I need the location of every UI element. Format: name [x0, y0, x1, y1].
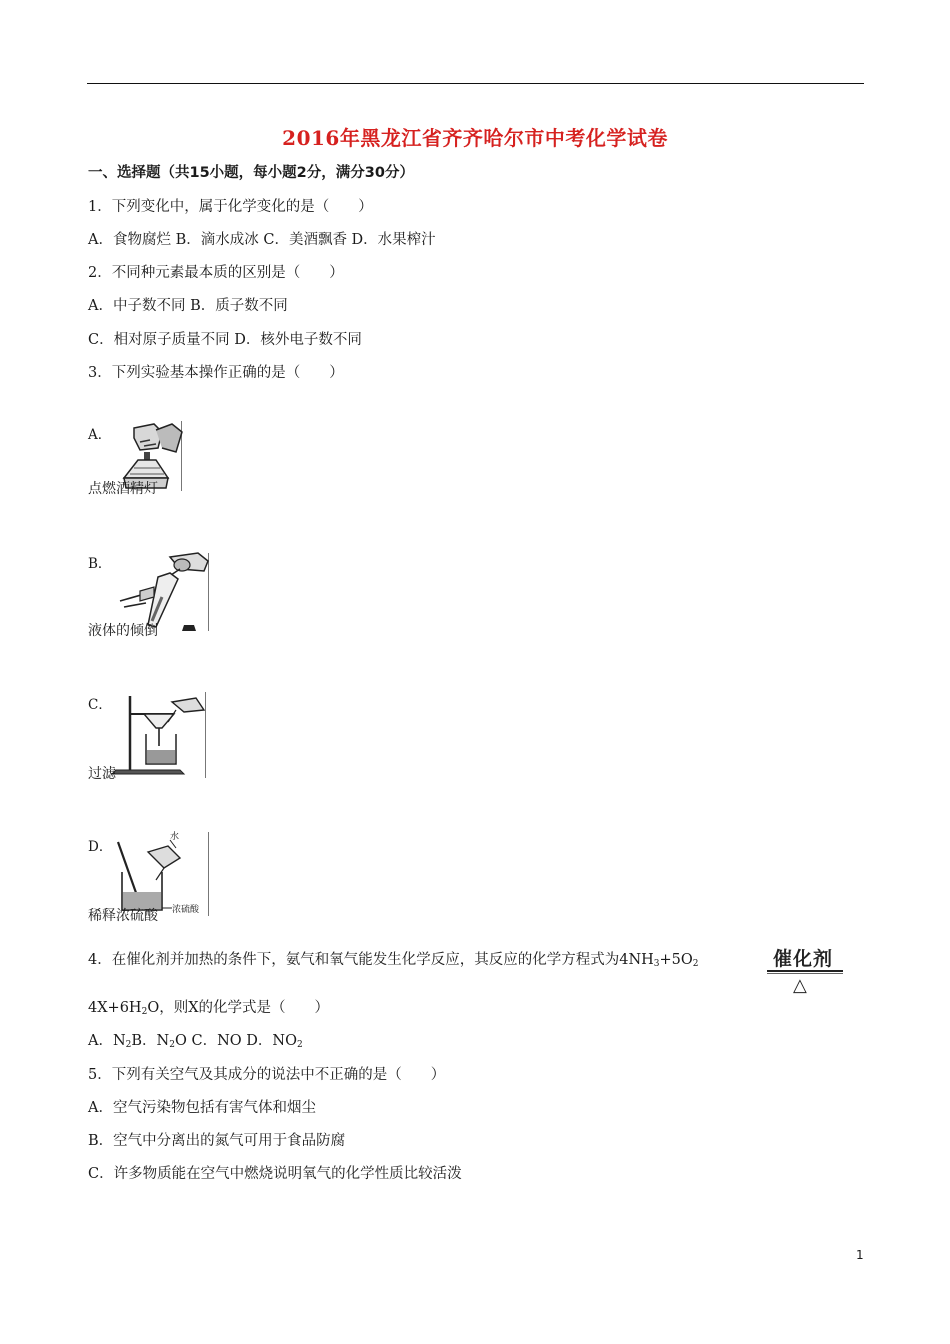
question-4-stem-text: 4．在催化剂并加热的条件下，氨气和氧气能发生化学反应，其反应的化学方程式为4NH: [88, 952, 654, 968]
catalyst-label: 催化剂: [773, 948, 834, 970]
figure-d-acid-label: 浓硫酸: [172, 905, 200, 915]
question-5-option-c: C．许多物质能在空气中燃烧说明氧气的化学性质比较活泼: [88, 1166, 462, 1182]
question-3-option-b-caption: 液体的倾倒: [88, 623, 158, 639]
question-5-option-a: A．空气污染物包括有害气体和烟尘: [88, 1100, 316, 1116]
question-3-option-a-letter: A．: [88, 427, 112, 443]
question-3-option-b-letter: B．: [88, 556, 112, 572]
option-b-text: B．N: [131, 1033, 170, 1049]
question-2-options-2: C．相对原子质量不同 D．核外电子数不同: [88, 332, 362, 348]
question-4-stem-text-2: +5O: [659, 952, 693, 968]
section-heading: 一、选择题（共15小题，每小题2分，满分30分）: [88, 165, 414, 181]
filtration-figure: [110, 688, 208, 780]
question-5-option-b: B．空气中分离出的氮气可用于食品防腐: [88, 1133, 346, 1149]
question-3-option-c-caption: 过滤: [88, 766, 116, 782]
question-3-option-d-caption: 稀释浓硫酸: [88, 908, 158, 924]
heat-symbol: △: [793, 975, 807, 996]
option-b2-text: O C．NO D．NO: [174, 1033, 297, 1049]
subscript: 2: [296, 1040, 303, 1050]
question-4-line-2-text-2: O，则X的化学式是（ ）: [147, 1000, 330, 1016]
header-rule: [87, 83, 864, 84]
question-2-stem: 2．不同种元素最本质的区别是（ ）: [88, 265, 344, 281]
figure-d-water-label: 水: [170, 832, 180, 842]
question-4-stem: [88, 950, 699, 974]
reaction-condition: [763, 942, 845, 998]
subscript: 2: [141, 1007, 148, 1017]
subscript: 2: [125, 1040, 132, 1050]
subscript: 2: [169, 1040, 175, 1050]
reaction-arrow-bar-2: [767, 973, 843, 974]
subscript: 3: [653, 959, 660, 969]
option-a-text: A．N: [88, 1033, 126, 1049]
question-3-option-c-letter: C．: [88, 697, 112, 713]
question-5-stem: 5．下列有关空气及其成分的说法中不正确的是（ ）: [88, 1067, 446, 1083]
question-4-line-2: [88, 998, 329, 1022]
question-3-option-a-caption: 点燃酒精灯: [88, 481, 158, 497]
subscript: 2: [692, 959, 699, 969]
question-2-options-1: A．中子数不同 B．质子数不同: [88, 298, 288, 314]
question-1-options: A．食物腐烂 B．滴水成冰 C．美酒飘香 D．水果榨汁: [88, 232, 436, 248]
question-1-stem: 1．下列变化中，属于化学变化的是（ ）: [88, 199, 373, 215]
question-4-line-2-text: 4X+6H: [88, 1000, 142, 1016]
question-4-options: [88, 1031, 303, 1055]
page-number: 1: [856, 1248, 864, 1262]
question-3-stem: 3．下列实验基本操作正确的是（ ）: [88, 365, 344, 381]
reaction-arrow-bar: [767, 970, 843, 972]
page-title: 2016年黑龙江省齐齐哈尔市中考化学试卷: [282, 126, 668, 150]
question-3-option-d-letter: D．: [88, 839, 113, 855]
